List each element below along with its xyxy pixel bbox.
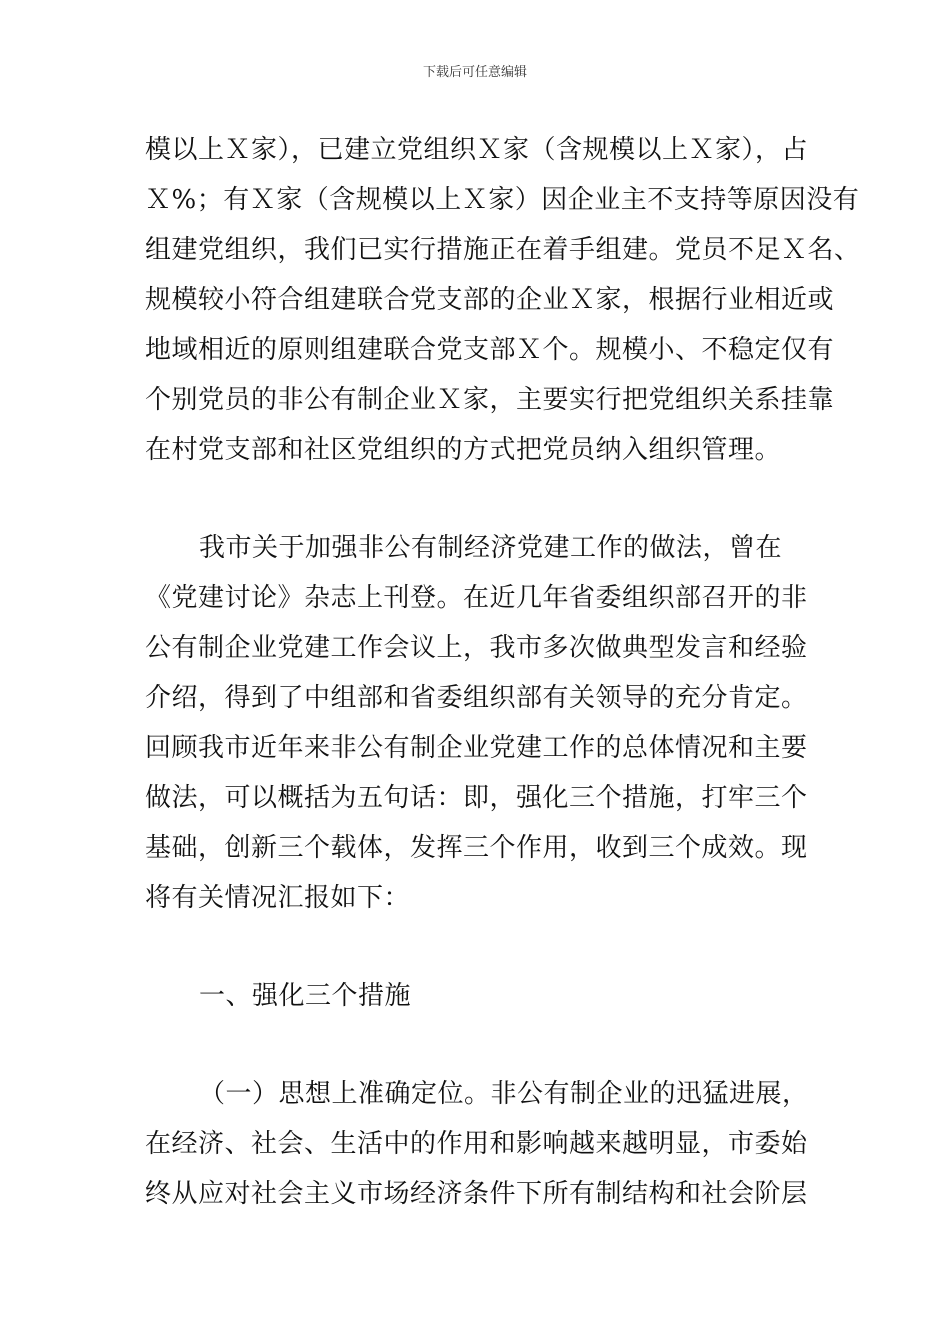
paragraph-line: 在经济、社会、生活中的作用和影响越来越明显，市委始 — [145, 1129, 808, 1159]
paragraph-line: 公有制企业党建工作会议上，我市多次做典型发言和经验 — [145, 633, 808, 663]
paragraph-line: Ｘ%；有Ｘ家（含规模以上Ｘ家）因企业主不支持等原因没有 — [145, 185, 860, 215]
paragraph-line: 模以上Ｘ家），已建立党组织Ｘ家（含规模以上Ｘ家），占 — [145, 135, 809, 165]
paragraph-1 — [145, 125, 861, 475]
paragraph-line: 基础，创新三个载体，发挥三个作用，收到三个成效。现 — [145, 833, 808, 863]
paragraph-2 — [145, 523, 835, 923]
paragraph-line: 我市关于加强非公有制经济党建工作的做法，曾在 — [199, 533, 783, 563]
paragraph-line: 个别党员的非公有制企业Ｘ家，主要实行把党组织关系挂靠 — [145, 385, 835, 415]
section-heading — [145, 971, 835, 1021]
paragraph-line: 将有关情况汇报如下： — [145, 883, 411, 913]
paragraph-3 — [145, 1069, 835, 1219]
heading-text: 一、强化三个措施 — [199, 981, 412, 1011]
paragraph-line: （一）思想上准确定位。非公有制企业的迅猛进展， — [199, 1079, 809, 1109]
paragraph-line: 在村党支部和社区党组织的方式把党员纳入组织管理。 — [145, 435, 782, 465]
paragraph-line: 《党建讨论》杂志上刊登。在近几年省委组织部召开的非 — [145, 583, 808, 613]
paragraph-line: 终从应对社会主义市场经济条件下所有制结构和社会阶层 — [145, 1179, 808, 1209]
paragraph-line: 介绍，得到了中组部和省委组织部有关领导的充分肯定。 — [145, 683, 808, 713]
paragraph-line: 地域相近的原则组建联合党支部Ｘ个。规模小、不稳定仅有 — [145, 335, 835, 365]
paragraph-line: 做法，可以概括为五句话：即，强化三个措施，打牢三个 — [145, 783, 808, 813]
page-header: 下载后可任意编辑 — [422, 65, 527, 80]
paragraph-line: 回顾我市近年来非公有制企业党建工作的总体情况和主要 — [145, 733, 808, 763]
paragraph-line: 组建党组织，我们已实行措施正在着手组建。党员不足Ｘ名、 — [145, 235, 861, 265]
paragraph-line: 规模较小符合组建联合党支部的企业Ｘ家，根据行业相近或 — [145, 285, 835, 315]
